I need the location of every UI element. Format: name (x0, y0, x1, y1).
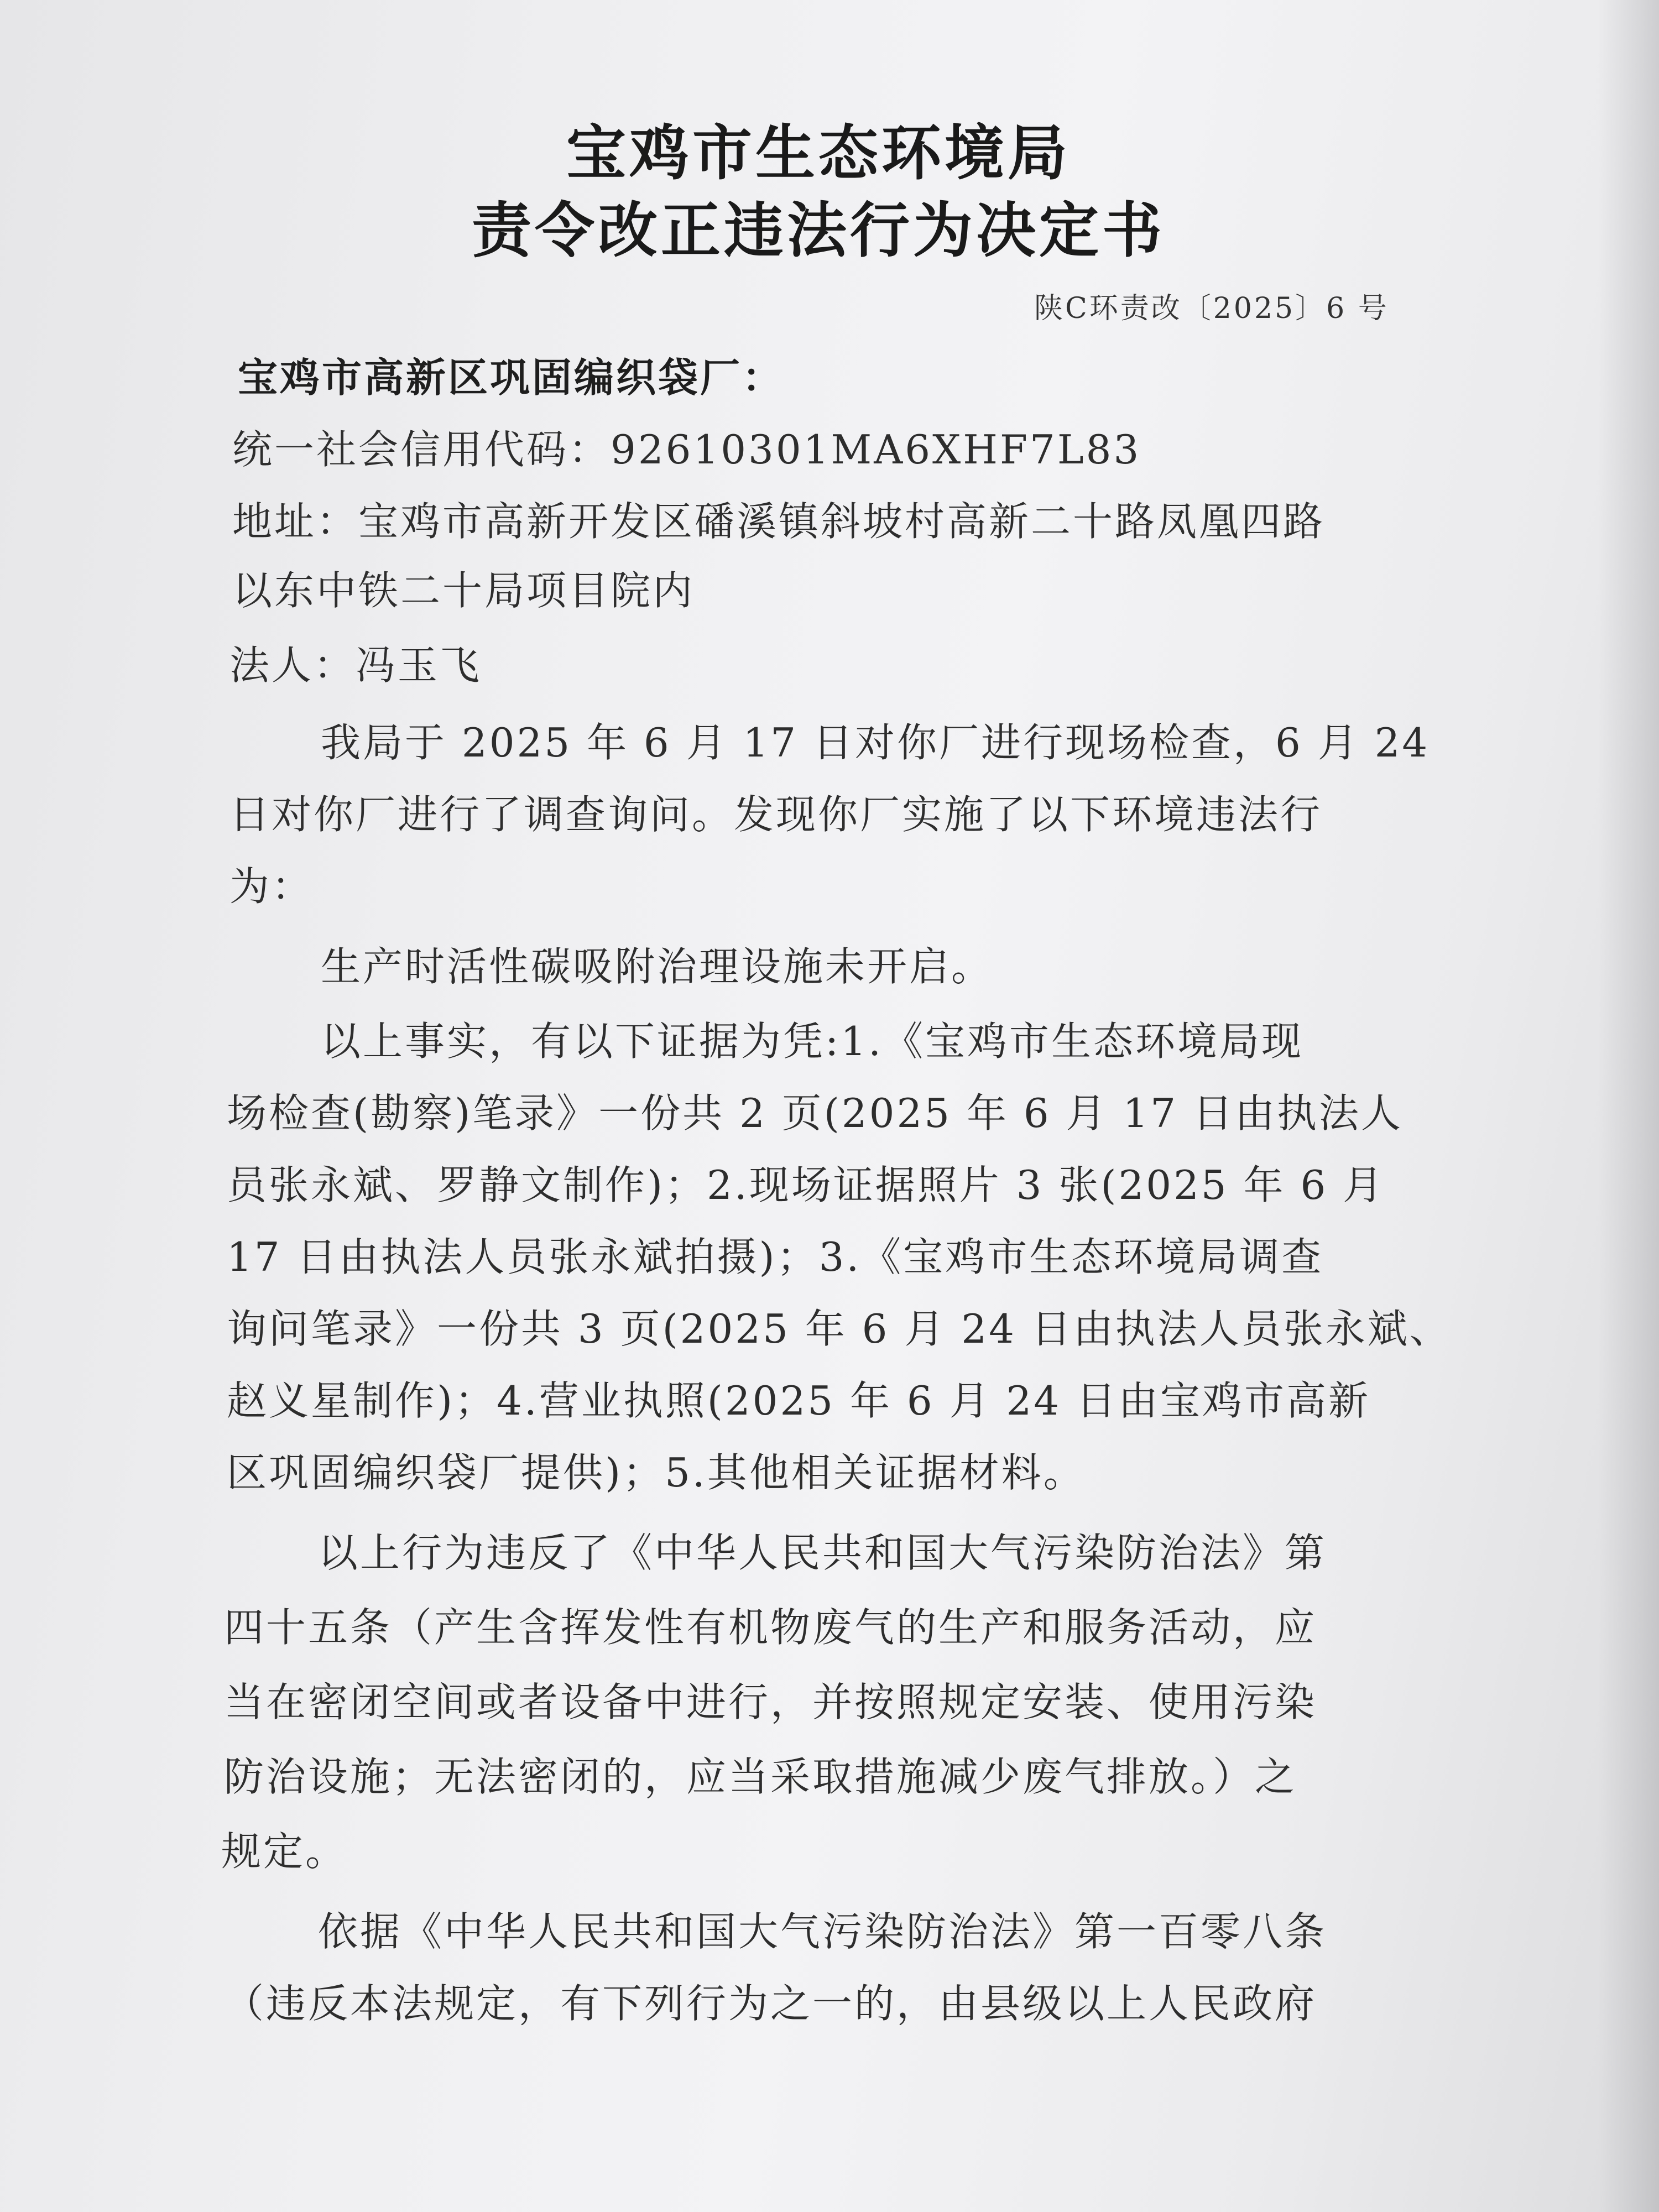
violation-statement: 生产时活性碳吸附治理设施未开启。 (321, 943, 994, 990)
body-line: 以上事实，有以下证据为凭:1.《宝鸡市生态环境局现 (321, 1018, 1303, 1065)
credit-code-value: 92610301MA6XHF7L83 (611, 426, 1141, 473)
body-line: 日对你厂进行了调查询问。发现你厂实施了以下环境违法行 (229, 791, 1323, 838)
credit-code-label: 统一社会信用代码： (232, 426, 611, 473)
document-title: 责令改正违法行为决定书 (471, 196, 1165, 265)
legal-person-row (229, 633, 482, 691)
body-line: 询问笔录》一份共 3 页(2025 年 6 月 24 日由执法人员张永斌、 (227, 1306, 1452, 1352)
body-line: 我局于 2025 年 6 月 17 日对你厂进行现场检查，6 月 24 (321, 719, 1430, 766)
body-line: 17 日由执法人员张永斌拍摄)；3.《宝鸡市生态环境局调查 (227, 1234, 1324, 1280)
body-line: 以上行为违反了《中华人民共和国大气污染防治法》第 (318, 1530, 1327, 1576)
body-line: 场检查(勘察)笔录》一份共 2 页(2025 年 6 月 17 日由执法人 (227, 1090, 1403, 1136)
page-edge-shadow (1598, 0, 1659, 2212)
legal-person-value: 冯玉飞 (356, 642, 482, 688)
body-line: 依据《中华人民共和国大气污染防治法》第一百零八条 (318, 1908, 1327, 1955)
body-line: 为： (229, 863, 314, 910)
address-row (232, 489, 1325, 547)
address-line-1: 宝鸡市高新开发区磻溪镇斜坡村高新二十路凤凰四路 (358, 498, 1326, 545)
body-line: 四十五条（产生含挥发性有机物废气的生产和服务活动，应 (224, 1604, 1317, 1651)
recipient-name: 宝鸡市高新区巩固编织袋厂： (238, 354, 785, 401)
address-line-2: 以东中铁二十局项目院内 (232, 567, 695, 614)
body-line: 员张永斌、罗静文制作)；2.现场证据照片 3 张(2025 年 6 月 (227, 1162, 1385, 1208)
body-line: 当在密闭空间或者设备中进行，并按照规定安装、使用污染 (224, 1679, 1317, 1725)
body-line: （违反本法规定，有下列行为之一的，由县级以上人民政府 (224, 1980, 1317, 2027)
credit-code-row (232, 418, 1141, 475)
body-line: 区巩固编织袋厂提供)；5.其他相关证据材料。 (227, 1449, 1086, 1496)
body-line: 赵义星制作)；4.营业执照(2025 年 6 月 24 日由宝鸡市高新 (227, 1378, 1370, 1424)
address-label: 地址： (232, 498, 359, 545)
document-number: 陕C环责改〔2025〕6 号 (1034, 292, 1389, 325)
body-line: 规定。 (221, 1828, 348, 1875)
issuer-title: 宝鸡市生态环境局 (566, 119, 1071, 188)
body-line: 防治设施；无法密闭的，应当采取措施减少废气排放。）之 (224, 1754, 1297, 1800)
legal-person-label: 法人： (229, 642, 356, 688)
